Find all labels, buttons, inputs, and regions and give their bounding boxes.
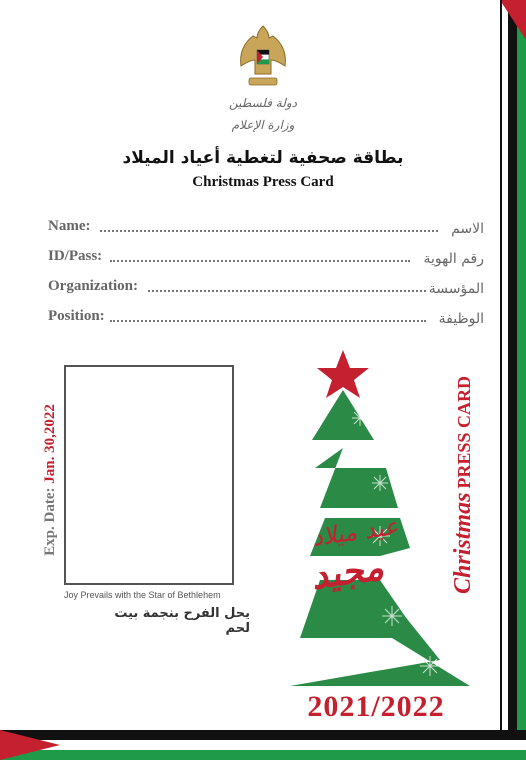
expiry-date	[42, 380, 62, 580]
organization-field[interactable]	[148, 290, 426, 292]
id-field[interactable]	[110, 260, 410, 262]
greeting-line1: عيد ميلاد	[310, 512, 400, 552]
photo-box[interactable]	[64, 365, 234, 585]
press-script-text: Christmas	[450, 492, 476, 594]
expiry-date-value: Jan. 30,2022	[42, 404, 58, 484]
card-title-arabic: بطاقة صحفية لتغطية أعياد الميلاد	[122, 148, 404, 168]
name-field[interactable]	[100, 230, 438, 232]
flag-stripe-right	[500, 0, 526, 760]
press-caps-text: PRESS CARD	[454, 376, 474, 489]
greeting-line2: مجيد	[308, 547, 387, 598]
slogan-arabic: يحل الفرح بنجمة بيت لحم	[114, 606, 250, 636]
ministry-name-line1: دولة فلسطين	[228, 96, 298, 110]
expiry-date-label: Exp. Date:	[42, 487, 58, 556]
position-label: Position:	[48, 308, 105, 324]
organization-label-arabic: المؤسسة	[428, 281, 484, 297]
slogan-english: Joy Prevails with the Star of Bethlehem	[64, 590, 221, 600]
position-field[interactable]	[110, 320, 426, 322]
name-label-arabic: الاسم	[451, 221, 484, 237]
card-title-english: Christmas Press Card	[192, 174, 334, 190]
ministry-name-line2: وزارة الإعلام	[231, 118, 295, 132]
position-label-arabic: الوظيفة	[438, 311, 484, 327]
organization-label: Organization:	[48, 278, 138, 294]
eagle-emblem-icon	[235, 22, 291, 94]
id-label-arabic: رقم الهوية	[423, 251, 484, 267]
flag-stripe-bottom	[0, 730, 526, 760]
press-card-vertical-title	[450, 370, 480, 600]
name-label: Name:	[48, 218, 91, 234]
id-label: ID/Pass:	[48, 248, 103, 264]
years-label: 2021/2022	[307, 690, 445, 723]
